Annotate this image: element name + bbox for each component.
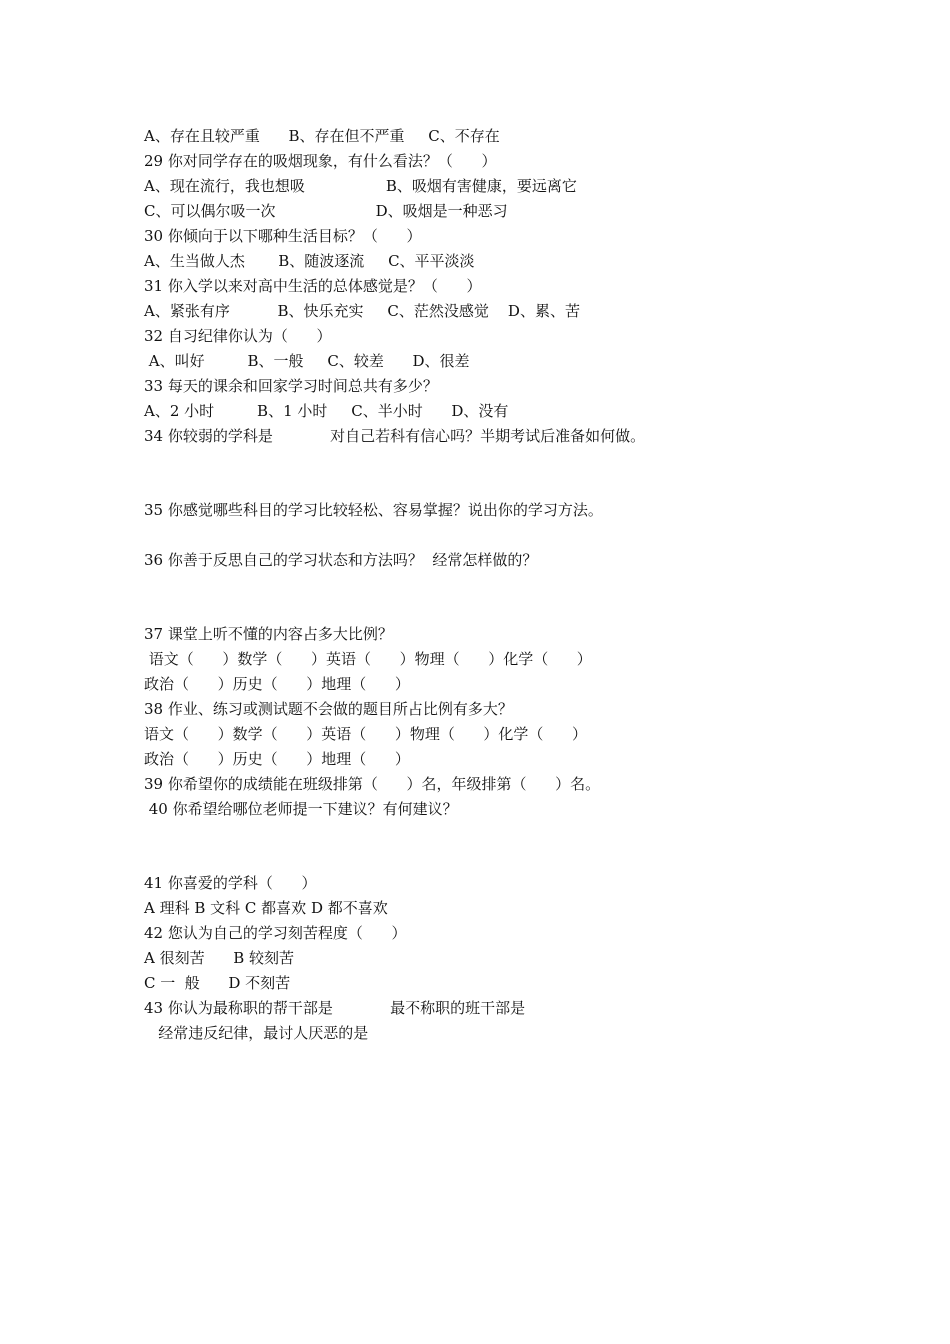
q31-question: 31 你入学以来对高中生活的总体感觉是？（ ）: [144, 277, 482, 295]
q33-options: A、2 小时 B、1 小时 C、半小时 D、没有: [144, 402, 509, 420]
q37-question: 37 课堂上听不懂的内容占多大比例？: [144, 625, 393, 643]
q30-options: A、生当做人杰 B、随波逐流 C、平平淡淡: [144, 252, 475, 270]
q34-question: 34 你较弱的学科是 对自己若科有信心吗？半期考试后准备如何做。: [144, 427, 646, 445]
q31-options: A、紧张有序 B、快乐充实 C、茫然没感觉 D、累、苦: [144, 302, 580, 320]
q43-continuation: 经常违反纪律，最讨人厌恶的是: [144, 1024, 369, 1042]
q29-question: 29 你对同学存在的吸烟现象，有什么看法？（ ）: [144, 152, 497, 170]
q30-question: 30 你倾向于以下哪种生活目标？（ ）: [144, 227, 422, 245]
q40-question: 40 你希望给哪位老师提一下建议？有何建议？: [144, 800, 458, 818]
q42-options-ab: A 很刻苦 B 较刻苦: [144, 949, 295, 967]
q41-options: A 理科 B 文科 C 都喜欢 D 都不喜欢: [144, 899, 388, 917]
q41-question: 41 你喜爱的学科（ ）: [144, 874, 317, 892]
q43-question: 43 你认为最称职的帮干部是 最不称职的班干部是: [144, 999, 526, 1017]
q33-question: 33 每天的课余和回家学习时间总共有多少？: [144, 377, 438, 395]
q39-question: 39 你希望你的成绩能在班级排第（ ）名，年级排第（ ）名。: [144, 775, 601, 793]
q38-question: 38 作业、练习或测试题不会做的题目所占比例有多大？: [144, 700, 513, 718]
q36-question: 36 你善于反思自己的学习状态和方法吗？ 经常怎样做的？: [144, 551, 538, 569]
q37-subjects-row1: 语文（ ）数学（ ）英语（ ）物理（ ）化学（ ）: [144, 650, 592, 668]
q35-question: 35 你感觉哪些科目的学习比较轻松、容易掌握？说出你的学习方法。: [144, 501, 603, 519]
q38-subjects-row1: 语文（ ）数学（ ）英语（ ）物理（ ）化学（ ）: [144, 725, 588, 743]
q42-options-cd: C 一 般 D 不刻苦: [144, 974, 291, 992]
q32-question: 32 自习纪律你认为（ ）: [144, 327, 332, 345]
q37-subjects-row2: 政治（ ）历史（ ）地理（ ）: [144, 675, 410, 693]
q29-options-ab: A、现在流行，我也想吸 B、吸烟有害健康，要远离它: [144, 177, 577, 195]
q28-options: A、存在且较严重 B、存在但不严重 C、不存在: [144, 127, 500, 145]
q32-options: A、叫好 B、一般 C、较差 D、很差: [144, 352, 470, 370]
q29-options-cd: C、可以偶尔吸一次 D、吸烟是一种恶习: [144, 202, 508, 220]
q42-question: 42 您认为自己的学习刻苦程度（ ）: [144, 924, 407, 942]
q38-subjects-row2: 政治（ ）历史（ ）地理（ ）: [144, 750, 410, 768]
